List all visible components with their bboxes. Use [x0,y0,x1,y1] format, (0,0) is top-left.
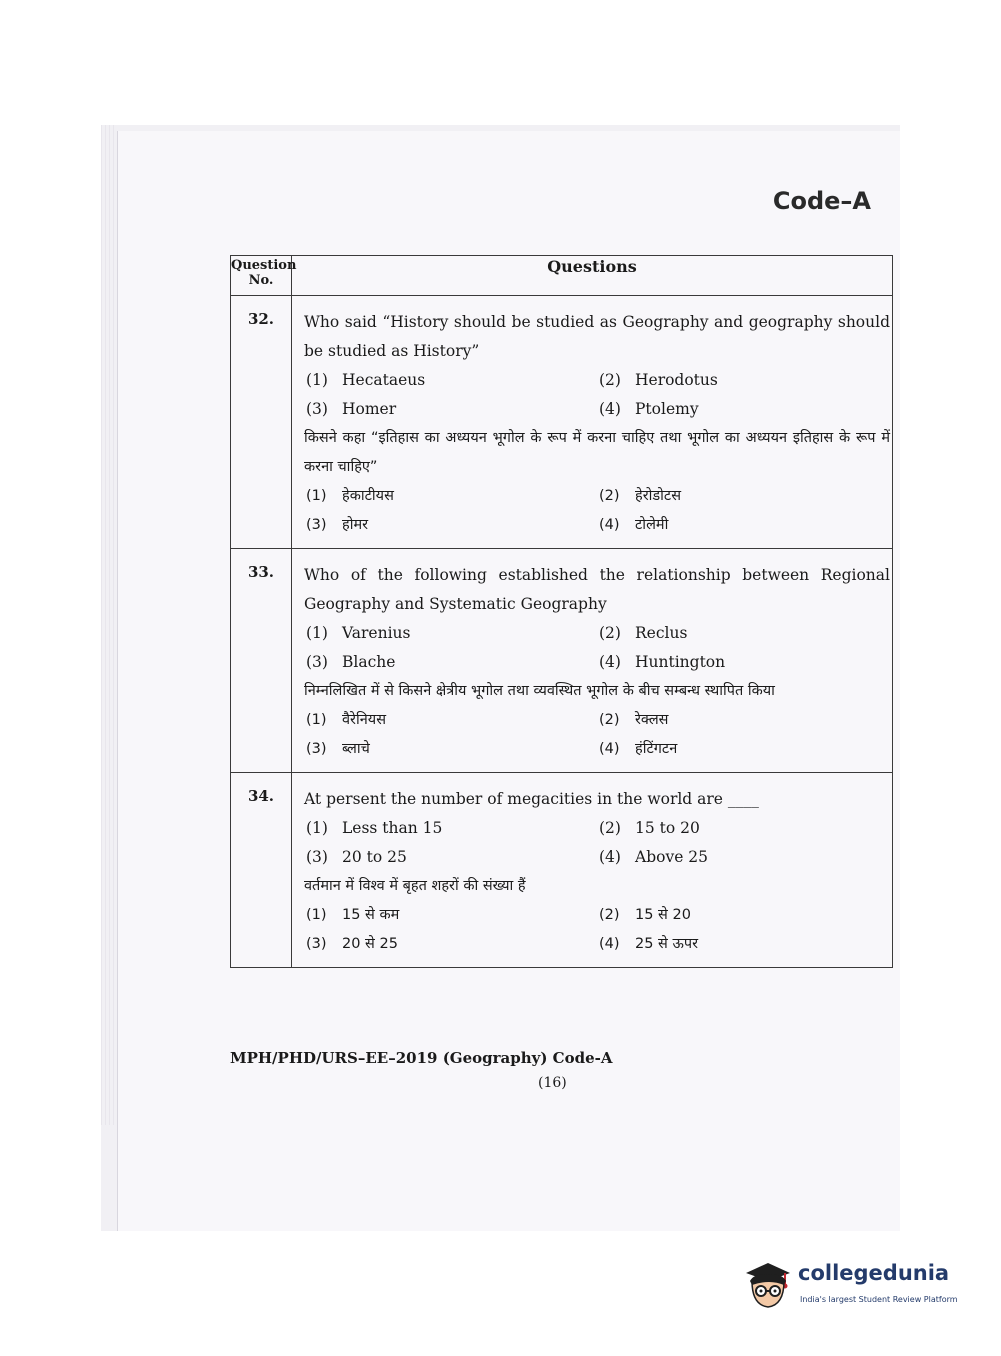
option-text: 15 से 20 [635,907,691,923]
option-number: (4) [599,400,621,418]
question-content [292,549,893,773]
table-header-row [231,256,893,296]
option-number: (1) [306,819,328,837]
option-number: (4) [599,517,620,533]
option-number: (1) [306,371,328,389]
options-en [304,366,890,424]
option-number: (2) [599,712,620,728]
option-item [304,482,597,511]
question-rows [231,296,893,968]
options-en [304,619,890,677]
question-content [292,773,893,968]
option-text: रेक्लस [635,712,669,728]
option-number: (3) [306,936,327,952]
option-item [597,930,890,959]
page-edges [101,125,117,1125]
option-text: Above 25 [635,848,709,866]
option-text: Hecataeus [342,371,426,389]
option-item [597,395,890,424]
option-number: (4) [599,848,621,866]
option-text: 20 से 25 [342,936,398,952]
option-item [304,511,597,540]
option-text: Varenius [342,624,411,642]
option-item [304,706,597,735]
question-text-hi: वर्तमान में विश्व में बृहत शहरों की संख्या हैं [304,878,526,894]
option-text: 15 से कम [342,907,400,923]
option-number: (2) [599,371,621,389]
page-number: (16) [538,1075,567,1091]
option-text: हेरोडोटस [635,488,682,504]
code-label: Code–A [772,187,871,215]
question-text-en: Who of the following established the relationship between Regional Geography and Systematic Geography [304,566,890,613]
question-text-hi: किसने कहा “इतिहास का अध्ययन भूगोल के रूप में करना चाहिए तथा भूगोल का अध्ययन इतिहास के रूप में करना चाहिए” [304,430,890,475]
question-number: 32. [231,296,292,549]
header-questions: Questions [292,256,893,296]
option-item [597,735,890,764]
question-text-en: Who said “History should be studied as Geography and geography should be studied as History” [304,313,890,360]
question-number: 33. [231,549,292,773]
scanned-page [101,125,900,1231]
option-text: टोलेमी [635,517,669,533]
option-item [597,706,890,735]
question-row [231,549,893,773]
options-hi [304,482,890,540]
option-text: Herodotus [635,371,718,389]
option-text: 20 to 25 [342,848,407,866]
option-text: Huntington [635,653,726,671]
option-item [304,648,597,677]
option-text: Ptolemy [635,400,699,418]
option-text: हेकाटीयस [342,488,394,504]
option-item [597,648,890,677]
option-item [597,843,890,872]
option-item [597,901,890,930]
option-text: Homer [342,400,397,418]
option-number: (4) [599,653,621,671]
option-item [304,395,597,424]
question-row [231,296,893,549]
option-item [304,814,597,843]
option-number: (4) [599,936,620,952]
option-number: (3) [306,517,327,533]
logo-name: collegedunia [798,1261,950,1285]
collegedunia-logo [740,1255,970,1320]
question-content [292,296,893,549]
option-item [597,814,890,843]
option-item [304,843,597,872]
question-text-hi: निम्नलिखित में से किसने क्षेत्रीय भूगोल तथा व्यवस्थित भूगोल के बीच सम्बन्ध स्थापित किया [304,683,775,699]
option-text: Blache [342,653,396,671]
option-number: (2) [599,488,620,504]
option-number: (3) [306,653,328,671]
question-text-en: At persent the number of megacities in the world are ____ [304,790,759,808]
logo-tagline: India's largest Student Review Platform [800,1295,958,1304]
option-number: (3) [306,741,327,757]
graduate-mascot-icon [740,1259,792,1311]
option-item [597,366,890,395]
option-text: Less than 15 [342,819,443,837]
question-row [231,773,893,968]
option-item [597,511,890,540]
option-text: ब्लाचे [342,741,370,757]
option-number: (3) [306,400,328,418]
option-item [304,930,597,959]
question-number: 34. [231,773,292,968]
option-item [597,482,890,511]
option-item [304,735,597,764]
option-number: (1) [306,488,327,504]
option-text: Reclus [635,624,688,642]
option-number: (1) [306,907,327,923]
option-text: 15 to 20 [635,819,700,837]
option-number: (2) [599,624,621,642]
option-text: होमर [342,517,369,533]
option-item [597,619,890,648]
options-hi [304,901,890,959]
header-question-no: Question No. [231,256,292,296]
exam-sheet [117,131,900,1231]
option-number: (4) [599,741,620,757]
option-number: (2) [599,819,621,837]
option-text: हंटिंगटन [635,741,678,757]
exam-footer: MPH/PHD/URS–EE–2019 (Geography) Code-A [230,1049,613,1067]
option-text: वैरेनियस [342,712,387,728]
options-en [304,814,890,872]
option-item [304,619,597,648]
question-table [230,255,893,968]
option-item [304,901,597,930]
option-text: 25 से ऊपर [635,936,699,952]
option-number: (1) [306,624,328,642]
options-hi [304,706,890,764]
option-number: (2) [599,907,620,923]
option-number: (1) [306,712,327,728]
option-number: (3) [306,848,328,866]
option-item [304,366,597,395]
